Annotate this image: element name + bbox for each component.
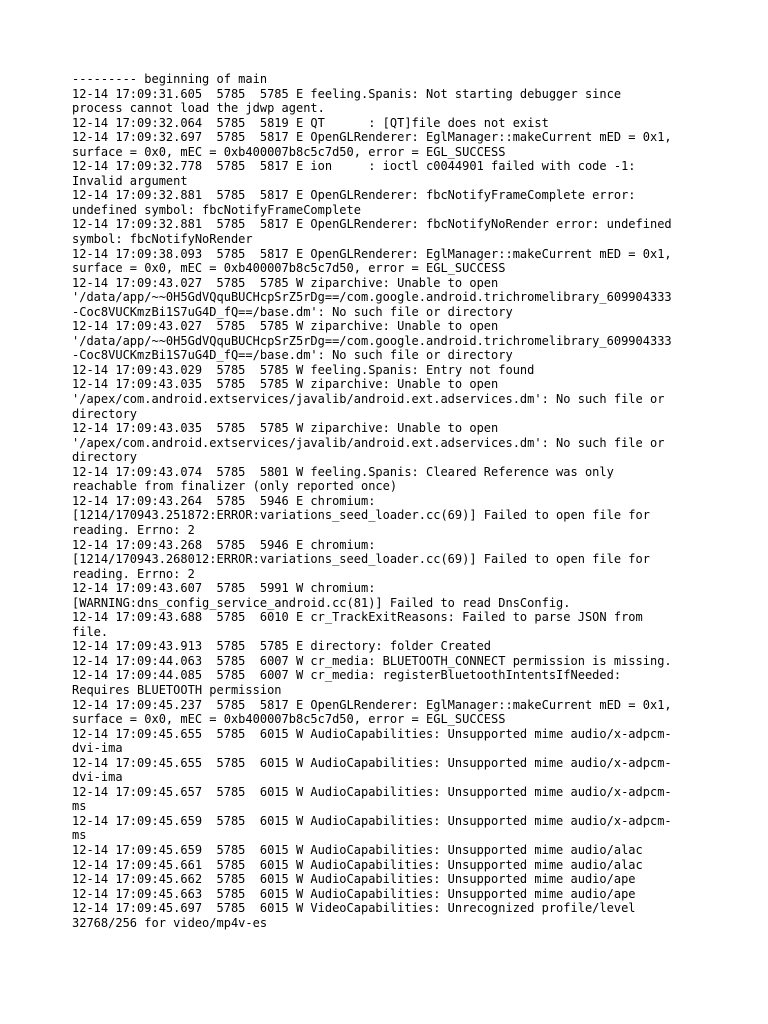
log-line: file. xyxy=(72,624,109,639)
log-line: 12-14 17:09:43.027 5785 5785 W ziparchive: Unable to open xyxy=(72,275,499,290)
log-line: ms xyxy=(72,799,87,814)
log-line: 12-14 17:09:43.913 5785 5785 E directory: folder Created xyxy=(72,639,492,654)
log-line: 12-14 17:09:43.035 5785 5785 W ziparchive: Unable to open xyxy=(72,377,499,392)
log-line: 12-14 17:09:32.881 5785 5817 E OpenGLRenderer: fbcNotifyNoRender error: undefined xyxy=(72,217,672,232)
log-line: Invalid argument xyxy=(72,173,188,188)
log-line: [1214/170943.268012:ERROR:variations_seed_loader.cc(69)] Failed to open file for xyxy=(72,552,650,567)
log-line: directory xyxy=(72,406,138,421)
log-line: surface = 0x0, mEC = 0xb400007b8c5c7d50, error = EGL_SUCCESS xyxy=(72,261,506,276)
log-line: reachable from finalizer (only reported once) xyxy=(72,479,398,494)
log-line: 12-14 17:09:45.659 5785 6015 W AudioCapabilities: Unsupported mime audio/alac xyxy=(72,842,643,857)
log-line: surface = 0x0, mEC = 0xb400007b8c5c7d50, error = EGL_SUCCESS xyxy=(72,712,506,727)
log-line: Requires BLUETOOTH permission xyxy=(72,682,282,697)
log-line: '/apex/com.android.extservices/javalib/android.ext.adservices.dm': No such file or xyxy=(72,435,665,450)
log-line: 32768/256 for video/mp4v-es xyxy=(72,915,268,930)
log-line: [WARNING:dns_config_service_android.cc(81)] Failed to read DnsConfig. xyxy=(72,595,571,610)
log-line: -Coc8VUCKmzBi1S7uG4D_fQ==/base.dm': No such file or directory xyxy=(72,348,513,363)
log-line: [1214/170943.251872:ERROR:variations_seed_loader.cc(69)] Failed to open file for xyxy=(72,508,650,523)
log-line: 12-14 17:09:43.074 5785 5801 W feeling.Spanis: Cleared Reference was only xyxy=(72,464,614,479)
log-line: '/data/app/~~0H5GdVQquBUCHcpSrZ5rDg==/com.google.android.trichromelibrary_609904333 xyxy=(72,290,672,305)
log-line: 12-14 17:09:45.661 5785 6015 W AudioCapabilities: Unsupported mime audio/alac xyxy=(72,857,643,872)
log-line: directory xyxy=(72,450,138,465)
log-line: reading. Errno: 2 xyxy=(72,522,195,537)
log-line: 12-14 17:09:32.778 5785 5817 E ion : ioctl c0044901 failed with code -1: xyxy=(72,159,636,174)
log-line: 12-14 17:09:43.688 5785 6010 E cr_TrackExitReasons: Failed to parse JSON from xyxy=(72,610,643,625)
log-line: 12-14 17:09:43.607 5785 5991 W chromium: xyxy=(72,581,376,596)
log-line: dvi-ima xyxy=(72,741,123,756)
log-line: symbol: fbcNotifyNoRender xyxy=(72,232,253,247)
log-line: 12-14 17:09:45.657 5785 6015 W AudioCapabilities: Unsupported mime audio/x-adpcm- xyxy=(72,784,672,799)
log-line: -Coc8VUCKmzBi1S7uG4D_fQ==/base.dm': No such file or directory xyxy=(72,304,513,319)
log-line: 12-14 17:09:32.881 5785 5817 E OpenGLRenderer: fbcNotifyFrameComplete error: xyxy=(72,188,636,203)
log-line: 12-14 17:09:43.268 5785 5946 E chromium: xyxy=(72,537,376,552)
log-line: 12-14 17:09:45.237 5785 5817 E OpenGLRenderer: EglManager::makeCurrent mED = 0x1, xyxy=(72,697,672,712)
log-line: process cannot load the jdwp agent. xyxy=(72,101,325,116)
log-line: 12-14 17:09:43.264 5785 5946 E chromium: xyxy=(72,493,376,508)
log-line: 12-14 17:09:44.085 5785 6007 W cr_media: registerBluetoothIntentsIfNeeded: xyxy=(72,668,622,683)
log-line: '/apex/com.android.extservices/javalib/android.ext.adservices.dm': No such file or xyxy=(72,392,665,407)
log-line: reading. Errno: 2 xyxy=(72,566,195,581)
log-line: 12-14 17:09:32.697 5785 5817 E OpenGLRenderer: EglManager::makeCurrent mED = 0x1, xyxy=(72,130,672,145)
log-line: 12-14 17:09:45.697 5785 6015 W VideoCapabilities: Unrecognized profile/level xyxy=(72,901,636,916)
log-document xyxy=(72,72,702,930)
log-line: --------- beginning of main xyxy=(72,72,268,86)
log-line: 12-14 17:09:38.093 5785 5817 E OpenGLRenderer: EglManager::makeCurrent mED = 0x1, xyxy=(72,246,672,261)
log-line: 12-14 17:09:44.063 5785 6007 W cr_media: BLUETOOTH_CONNECT permission is missing. xyxy=(72,653,672,668)
log-line: surface = 0x0, mEC = 0xb400007b8c5c7d50, error = EGL_SUCCESS xyxy=(72,144,506,159)
log-line: 12-14 17:09:45.663 5785 6015 W AudioCapabilities: Unsupported mime audio/ape xyxy=(72,886,636,901)
log-line: 12-14 17:09:31.605 5785 5785 E feeling.Spanis: Not starting debugger since xyxy=(72,86,622,101)
log-line: 12-14 17:09:43.035 5785 5785 W ziparchive: Unable to open xyxy=(72,421,499,436)
log-line: 12-14 17:09:45.659 5785 6015 W AudioCapabilities: Unsupported mime audio/x-adpcm- xyxy=(72,813,672,828)
log-line: 12-14 17:09:43.029 5785 5785 W feeling.Spanis: Entry not found xyxy=(72,362,535,377)
log-line: dvi-ima xyxy=(72,770,123,785)
log-line: 12-14 17:09:45.655 5785 6015 W AudioCapabilities: Unsupported mime audio/x-adpcm- xyxy=(72,726,672,741)
log-line: 12-14 17:09:32.064 5785 5819 E QT : [QT]file does not exist xyxy=(72,115,549,130)
log-line: '/data/app/~~0H5GdVQquBUCHcpSrZ5rDg==/com.google.android.trichromelibrary_609904333 xyxy=(72,333,672,348)
log-line: 12-14 17:09:45.662 5785 6015 W AudioCapabilities: Unsupported mime audio/ape xyxy=(72,872,636,887)
log-line: undefined symbol: fbcNotifyFrameComplete xyxy=(72,202,361,217)
log-line: ms xyxy=(72,828,87,843)
log-line: 12-14 17:09:45.655 5785 6015 W AudioCapabilities: Unsupported mime audio/x-adpcm- xyxy=(72,755,672,770)
log-line: 12-14 17:09:43.027 5785 5785 W ziparchive: Unable to open xyxy=(72,319,499,334)
